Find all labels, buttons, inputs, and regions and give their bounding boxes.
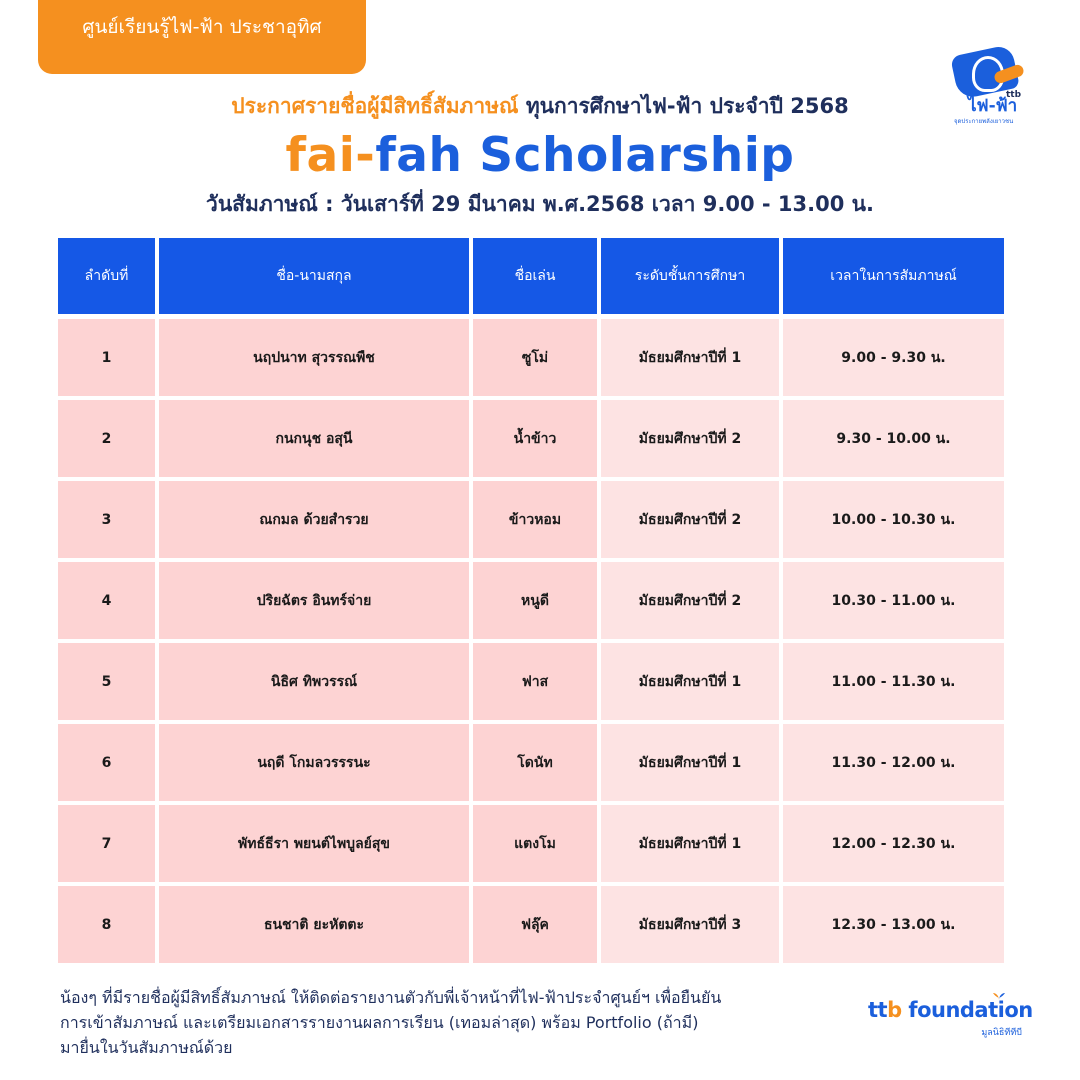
column-header-nickname: ชื่อเล่น [473, 238, 597, 314]
footer-note-line: น้องๆ ที่มีรายชื่อผู้มีสิทธิ์สัมภาษณ์ ให้ติดต่อรายงานตัวกับพี่เจ้าหน้าที่ไฟ-ฟ้าประจำศูนย์ฯ เพื่อยืนยัน [60, 988, 722, 1007]
cell-level: มัธยมศึกษาปีที่ 2 [601, 400, 779, 477]
cell-level: มัธยมศึกษาปีที่ 2 [601, 562, 779, 639]
foundation-word: foundation [901, 998, 1033, 1022]
cell-nickname: แตงโม [473, 805, 597, 882]
cell-no: 8 [58, 886, 155, 963]
ttb-letter-b: b [887, 998, 902, 1022]
cell-time: 12.30 - 13.00 น. [783, 886, 1004, 963]
cell-name: นฤดี โกมลวรรรนะ [159, 724, 469, 801]
cell-time: 9.30 - 10.00 น. [783, 400, 1004, 477]
cell-nickname: ข้าวหอม [473, 481, 597, 558]
column-header-time: เวลาในการสัมภาษณ์ [783, 238, 1004, 314]
table-header-row [58, 238, 1004, 314]
cell-level: มัธยมศึกษาปีที่ 1 [601, 724, 779, 801]
logo-slogan: จุดประกายพลังเยาวชน [954, 118, 1014, 125]
footer-note-line: การเข้าสัมภาษณ์ และเตรียมเอกสารรายงานผลการเรียน (เทอมล่าสุด) พร้อม Portfolio (ถ้ามี) [60, 1013, 699, 1032]
ttb-foundation-logo [868, 998, 1033, 1038]
cell-level: มัธยมศึกษาปีที่ 1 [601, 319, 779, 396]
cell-name: นิธิศ ทิพวรรณ์ [159, 643, 469, 720]
cell-nickname: โดนัท [473, 724, 597, 801]
cell-no: 5 [58, 643, 155, 720]
table-row [58, 643, 1004, 720]
footer-note-line: มายื่นในวันสัมภาษณ์ด้วย [60, 1038, 233, 1057]
logo-ttb-text: ttb [1006, 90, 1022, 100]
logo-brand-text: ไฟ-ฟ้า [968, 96, 1018, 116]
interview-table [58, 238, 1004, 967]
announcement-title-navy: ทุนการศึกษาไฟ-ฟ้า ประจำปี 2568 [518, 94, 849, 118]
cell-no: 6 [58, 724, 155, 801]
cell-level: มัธยมศึกษาปีที่ 1 [601, 643, 779, 720]
table-row [58, 805, 1004, 882]
table-row [58, 400, 1004, 477]
cell-level: มัธยมศึกษาปีที่ 3 [601, 886, 779, 963]
cell-time: 11.00 - 11.30 น. [783, 643, 1004, 720]
cell-time: 10.00 - 10.30 น. [783, 481, 1004, 558]
table-body [58, 319, 1004, 963]
announcement-title-orange: ประกาศรายชื่อผู้มีสิทธิ์สัมภาษณ์ [231, 94, 519, 118]
ttb-letters: tt [868, 998, 888, 1022]
cell-name: พัทธ์ธีรา พยนต์ไพบูลย์สุข [159, 805, 469, 882]
cell-name: กนกนุช อสุนี [159, 400, 469, 477]
sprout-icon [992, 990, 1006, 1000]
cell-time: 11.30 - 12.00 น. [783, 724, 1004, 801]
cell-nickname: หนูดี [473, 562, 597, 639]
cell-nickname: น้ำข้าว [473, 400, 597, 477]
table-row [58, 319, 1004, 396]
cell-time: 10.30 - 11.00 น. [783, 562, 1004, 639]
cell-time: 12.00 - 12.30 น. [783, 805, 1004, 882]
cell-no: 1 [58, 319, 155, 396]
center-name-tab: ศูนย์เรียนรู้ไฟ-ฟ้า ประชาอุทิศ [38, 0, 366, 74]
scholarship-title-blue: fah Scholarship [375, 128, 795, 183]
cell-no: 7 [58, 805, 155, 882]
cell-nickname: ฟลุ๊ค [473, 886, 597, 963]
table-row [58, 886, 1004, 963]
table-row [58, 724, 1004, 801]
column-header-name: ชื่อ-นามสกุล [159, 238, 469, 314]
cell-nickname: ซูโม่ [473, 319, 597, 396]
cell-no: 3 [58, 481, 155, 558]
interview-date: วันสัมภาษณ์ : วันเสาร์ที่ 29 มีนาคม พ.ศ.2568 เวลา 9.00 - 13.00 น. [206, 192, 874, 216]
scholarship-title [0, 128, 1080, 183]
cell-name: ปริยฉัตร อินทร์จ่าย [159, 562, 469, 639]
cell-level: มัธยมศึกษาปีที่ 1 [601, 805, 779, 882]
column-header-no: ลำดับที่ [58, 238, 155, 314]
cell-no: 2 [58, 400, 155, 477]
footer-instructions [60, 985, 860, 1060]
announcement-title [0, 90, 1080, 123]
scholarship-title-orange: fai- [285, 128, 376, 183]
cell-name: ณกมล ด้วยสำรวย [159, 481, 469, 558]
cell-name: นฤปนาท สุวรรณพืช [159, 319, 469, 396]
cell-nickname: ฟาส [473, 643, 597, 720]
table-row [58, 562, 1004, 639]
cell-no: 4 [58, 562, 155, 639]
cell-level: มัธยมศึกษาปีที่ 2 [601, 481, 779, 558]
cell-time: 9.00 - 9.30 น. [783, 319, 1004, 396]
cell-name: ธนชาติ ยะหัตตะ [159, 886, 469, 963]
table-row [58, 481, 1004, 558]
ttb-foundation-wordmark [868, 998, 1033, 1022]
column-header-level: ระดับชั้นการศึกษา [601, 238, 779, 314]
ttb-foundation-subtitle: มูลนิธิทีทีบี [981, 1028, 1022, 1038]
